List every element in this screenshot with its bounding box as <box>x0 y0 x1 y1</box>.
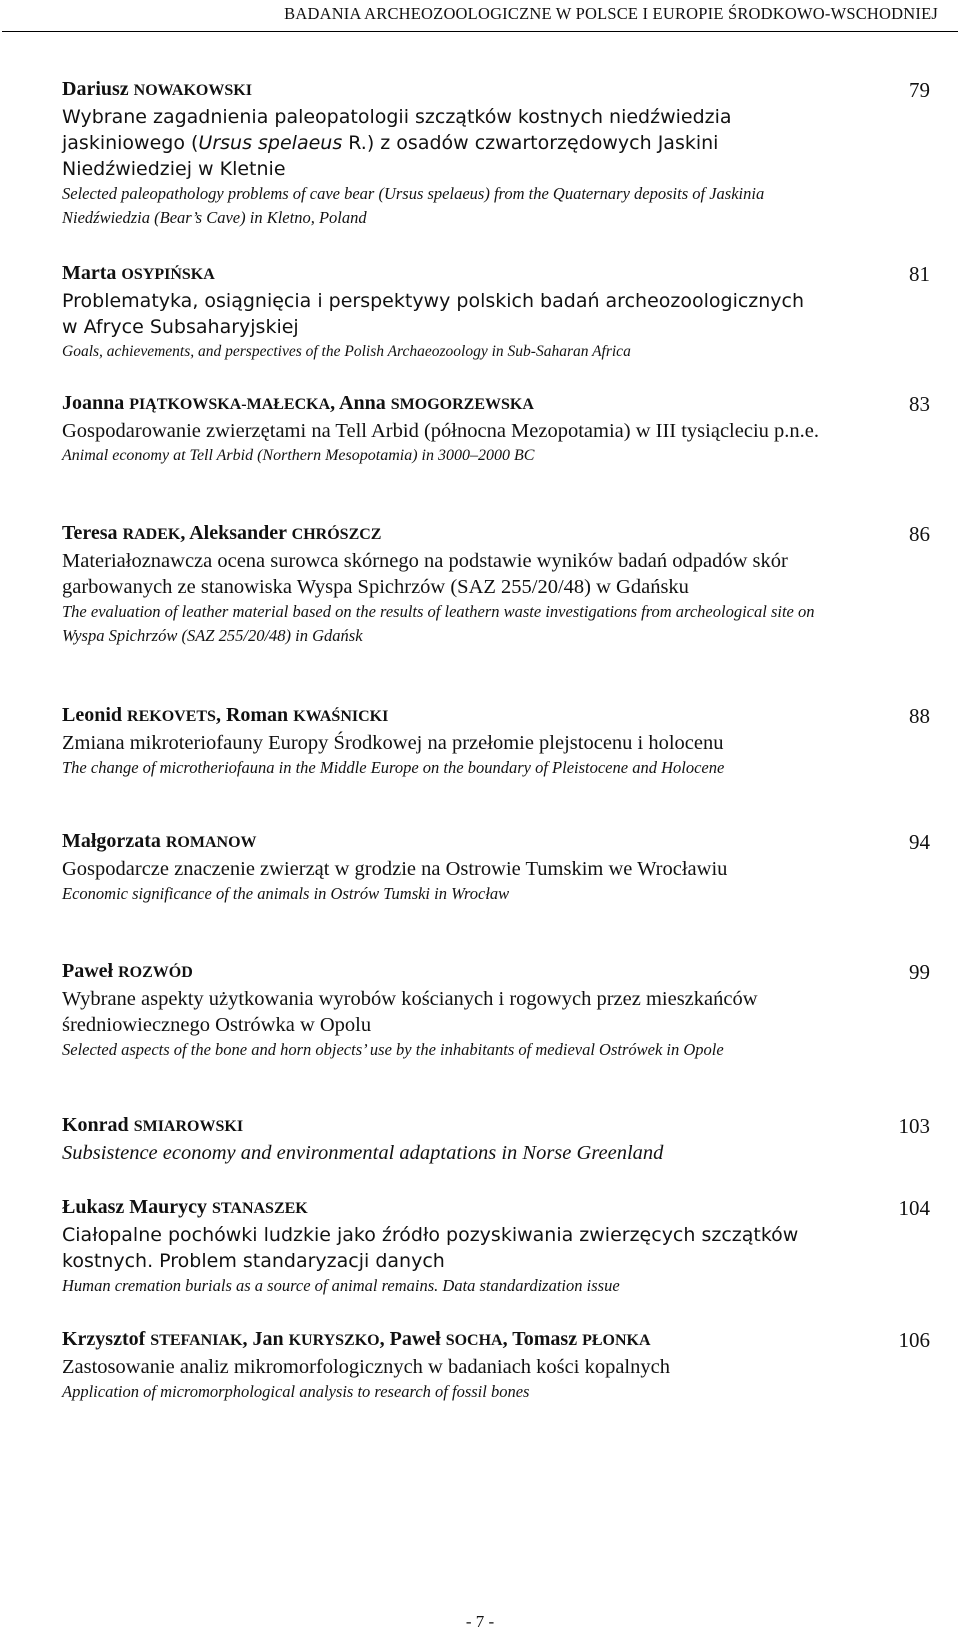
author-first-name: Krzysztof <box>62 1328 151 1350</box>
entry-title-polish: Wybrane aspekty użytkowania wyrobów kościanych i rogowych przez mieszkańców średniowiecznego Ostrówka w Opolu <box>62 988 758 1036</box>
running-header: BADANIA ARCHEOZOOLOGICZNE W POLSCE I EUROPIE ŚRODKOWO-WSCHODNIEJ <box>284 4 938 23</box>
entry-title-english: Goals, achievements, and perspectives of the Polish Archaeozoology in Sub-Saharan Africa <box>62 343 631 360</box>
author-surname: REKOVETS <box>127 708 216 725</box>
toc-entry-nowakowski <box>62 76 892 230</box>
entry-title-polish: Zastosowanie analiz mikromorfologicznych w badaniach kości kopalnych <box>62 1356 670 1378</box>
toc-entry-stanaszek <box>62 1194 892 1298</box>
author-surname: KWAŚNICKI <box>293 708 389 725</box>
author-first-name: , Aleksander <box>180 522 292 544</box>
entry-page-number: 99 <box>909 960 930 984</box>
entry-title-polish: Ciałopalne pochówki ludzkie jako źródło pozyskiwania zwierzęcych szczątków kostnych. Problem standaryzacji danych <box>62 1224 799 1272</box>
toc-entry-rekovets <box>62 702 892 780</box>
author-surname: ROMANOW <box>165 834 257 851</box>
entry-authors <box>62 76 892 104</box>
toc-entry-stefaniak <box>62 1326 892 1404</box>
entry-authors <box>62 1112 892 1140</box>
entry-authors <box>62 1326 892 1354</box>
entry-authors <box>62 260 892 288</box>
entry-page-number: 94 <box>909 830 930 854</box>
author-first-name: Leonid <box>62 704 128 726</box>
entry-title-polish <box>62 104 802 182</box>
author-first-name: Małgorzata <box>62 830 166 852</box>
title-text: Wybrane zagadnienia paleopatologii szczątków kostnych niedźwiedzia jaskiniowego ( <box>62 106 732 154</box>
toc-entry-piatkowska <box>62 390 892 468</box>
author-first-name: , Anna <box>330 392 391 414</box>
author-surname: KURYSZKO <box>288 1332 380 1349</box>
entry-authors <box>62 1194 892 1222</box>
entry-title-english: Application of micromorphological analysis to research of fossil bones <box>62 1382 530 1401</box>
author-surname: OSYPIŃSKA <box>121 266 215 283</box>
author-surname: RADEK <box>122 526 181 543</box>
entry-authors <box>62 520 892 548</box>
author-first-name: Konrad <box>62 1114 134 1136</box>
author-first-name: , Paweł <box>379 1328 446 1350</box>
entry-page-number: 83 <box>909 392 930 416</box>
entry-title-polish: Problematyka, osiągnięcia i perspektywy polskich badań archeozoologicznych w Afryce Subsaharyjskiej <box>62 290 805 338</box>
entry-title-polish: Gospodarowanie zwierzętami na Tell Arbid (północna Mezopotamia) w III tysiącleciu p.n.e. <box>62 420 819 442</box>
author-first-name: , Tomasz <box>502 1328 583 1350</box>
entry-title-english: The change of microtheriofauna in the Middle Europe on the boundary of Pleistocene and Holocene <box>62 758 725 777</box>
entry-page-number: 79 <box>909 78 930 102</box>
entry-authors <box>62 702 892 730</box>
author-surname: STEFANIAK <box>150 1332 243 1349</box>
entry-title-english: Selected aspects of the bone and horn objects’ use by the inhabitants of medieval Ostrówek in Opole <box>62 1040 724 1059</box>
entry-title-english: Subsistence economy and environmental adaptations in Norse Greenland <box>62 1142 664 1164</box>
entry-authors <box>62 828 892 856</box>
toc-entry-romanow <box>62 828 892 906</box>
author-surname: PŁONKA <box>582 1332 651 1349</box>
entry-page-number: 88 <box>909 704 930 728</box>
author-first-name: , Roman <box>215 704 294 726</box>
toc-entry-rozwod <box>62 958 892 1062</box>
entry-title-english: Economic significance of the animals in Ostrów Tumski in Wrocław <box>62 884 510 903</box>
entry-page-number: 106 <box>898 1328 930 1352</box>
author-surname: SOCHA <box>445 1332 503 1349</box>
entry-title-english: Animal economy at Tell Arbid (Northern Mesopotamia) in 3000–2000 BC <box>62 447 535 464</box>
author-first-name: Dariusz <box>62 78 134 100</box>
author-first-name: Teresa <box>62 522 123 544</box>
toc-entry-smiarowski <box>62 1112 892 1166</box>
entry-page-number: 86 <box>909 522 930 546</box>
entry-page-number: 81 <box>909 262 930 286</box>
author-surname: SMIAROWSKI <box>133 1118 244 1135</box>
entry-title-english: Human cremation burials as a source of animal remains. Data standardization issue <box>62 1276 620 1295</box>
entry-page-number: 104 <box>898 1196 930 1220</box>
entry-title-polish: Zmiana mikroteriofauny Europy Środkowej na przełomie plejstocenu i holocenu <box>62 732 724 754</box>
author-first-name: Joanna <box>62 392 130 414</box>
entry-title-english: Selected paleopathology problems of cave bear (Ursus spelaeus) from the Quaternary deposits of Jaskinia Niedźwiedzia (Bear’s Cave) in Kletno, Poland <box>62 184 765 227</box>
entry-authors <box>62 958 892 986</box>
author-surname: STANASZEK <box>212 1200 308 1217</box>
entry-title-polish: Gospodarcze znaczenie zwierząt w grodzie na Ostrowie Tumskim we Wrocławiu <box>62 858 728 880</box>
toc-entry-osypinska <box>62 260 892 364</box>
author-first-name: Łukasz Maurycy <box>62 1196 212 1218</box>
entry-title-polish: Materiałoznawcza ocena surowca skórnego na podstawie wyników badań odpadów skór garbowanych ze stanowiska Wyspa Spichrzów (SAZ 255/20/48) w Gdańsku <box>62 550 788 598</box>
author-surname: ROZWÓD <box>118 964 193 981</box>
toc-entry-radek <box>62 520 892 648</box>
header-rule <box>2 31 958 32</box>
entry-authors <box>62 390 892 418</box>
entry-title-english: The evaluation of leather material based on the results of leathern waste investigations from archeological site on Wyspa Spichrzów (SAZ 255/20/48) in Gdańsk <box>62 602 815 645</box>
author-first-name: Paweł <box>62 960 119 982</box>
page-number-footer: - 7 - <box>465 1612 495 1631</box>
species-name: Ursus spelaeus <box>198 132 343 154</box>
author-surname: PIĄTKOWSKA-MAŁECKA <box>129 396 331 413</box>
author-first-name: , Jan <box>242 1328 289 1350</box>
author-surname: CHRÓSZCZ <box>291 526 382 543</box>
author-surname: SMOGORZEWSKA <box>390 396 534 413</box>
author-first-name: Marta <box>62 262 122 284</box>
author-surname: NOWAKOWSKI <box>133 82 252 99</box>
title-text: R.) z osadów czwartorzędowych Jaskini Niedźwiedziej w Kletnie <box>62 132 719 180</box>
entry-page-number: 103 <box>898 1114 930 1138</box>
